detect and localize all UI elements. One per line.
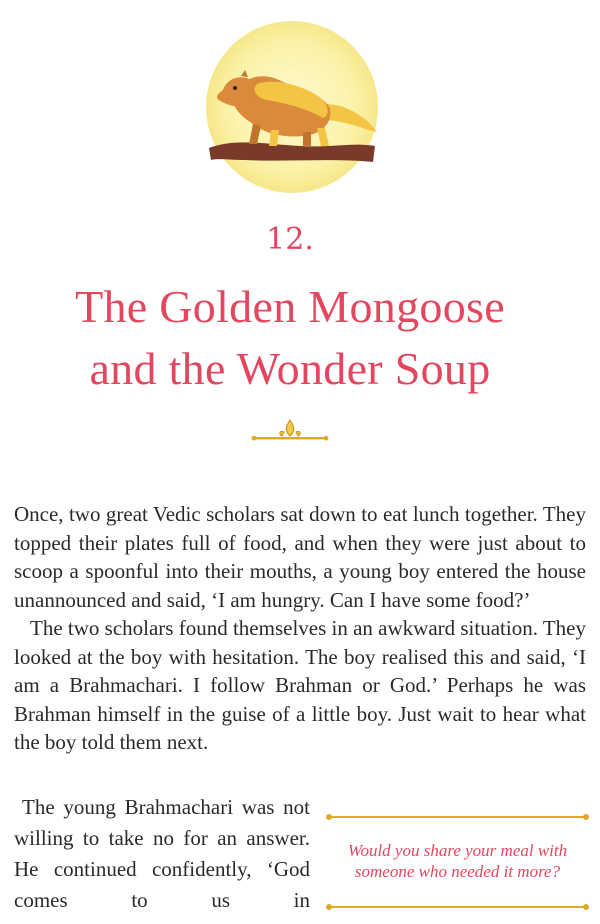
chapter-title-line1: The Golden Mongoose	[75, 281, 505, 332]
callout-line2: someone who needed it more?	[354, 862, 561, 881]
paragraph-3-container	[14, 792, 310, 916]
callout-bottom-rule	[325, 902, 590, 912]
divider-ornament	[250, 418, 330, 446]
paragraph-2: The two scholars found themselves in an awkward situation. They looked at the boy with hesitation. The boy realised this and said, ‘I am a Brahmachari. I follow Brahman or God.’ Perhaps he was Brahman himself in the guise of a little boy. Just wait to hear what the boy told them next.	[14, 616, 586, 754]
chapter-number: 12.	[266, 222, 314, 257]
gold-divider-ornament-icon	[250, 418, 330, 446]
chapter-title-line2: and the Wonder Soup	[89, 343, 491, 394]
callout-line1: Would you share your meal with	[347, 841, 568, 860]
callout-top-rule	[325, 812, 590, 822]
callout-question	[325, 840, 590, 882]
golden-mongoose-illustration	[205, 20, 380, 195]
story-body	[14, 500, 586, 757]
reflection-callout	[325, 812, 590, 912]
paragraph-1: Once, two great Vedic scholars sat down to eat lunch together. They topped their plates full of food, and when they were just about to scoop a spoonful into their mouths, a young boy entered the house unannounced and said, ‘I am hungry. Can I have some food?’	[14, 502, 586, 612]
chapter-title	[0, 276, 580, 400]
golden-mongoose-icon	[205, 20, 380, 195]
paragraph-3: The young Brahmachari was not willing to take no for an answer. He continued confidently, ‘God comes to us in	[14, 795, 310, 912]
